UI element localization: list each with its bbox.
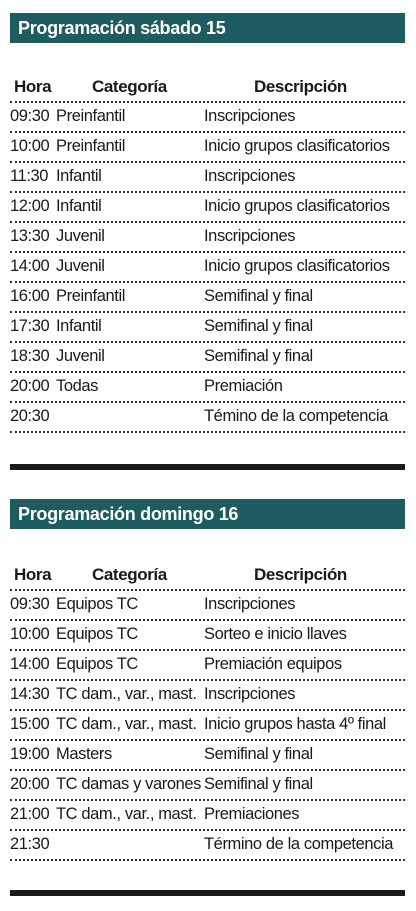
row-category: Infantil [56, 317, 102, 335]
row-category: Preinfantil [56, 137, 125, 155]
row-time: 20:30 [10, 407, 50, 425]
table-row [10, 831, 405, 861]
row-description: Semifinal y final [204, 347, 313, 365]
row-time: 18:30 [10, 347, 50, 365]
saturday-table [10, 73, 405, 433]
table-row [10, 801, 405, 831]
row-time: 14:00 [10, 257, 50, 275]
table-row [10, 651, 405, 681]
row-description: Inicio grupos hasta 4º final [204, 715, 386, 733]
row-time: 20:00 [10, 377, 50, 395]
row-category: Juvenil [56, 257, 105, 275]
row-category: Equipos TC [56, 625, 138, 643]
header-categoria: Categoría [92, 565, 167, 584]
table-row [10, 163, 405, 193]
header-descripcion: Descripción [254, 77, 347, 96]
table-row [10, 373, 405, 403]
row-category: TC dam., var., mast. [56, 685, 197, 703]
row-time: 12:00 [10, 197, 50, 215]
sunday-header-row [10, 561, 405, 591]
sunday-section [10, 499, 405, 529]
row-time: 20:00 [10, 775, 50, 793]
table-row [10, 343, 405, 373]
row-category: Juvenil [56, 347, 105, 365]
row-time: 21:30 [10, 835, 50, 853]
row-category: Todas [56, 377, 99, 395]
row-description: Inscripciones [204, 167, 296, 185]
row-category: TC dam., var., mast. [56, 805, 197, 823]
row-description: Premiaciones [204, 805, 300, 823]
row-time: 21:00 [10, 805, 50, 823]
row-description: Témino de la competencia [204, 407, 388, 425]
row-description: Semifinal y final [204, 745, 313, 763]
row-description: Inscripciones [204, 227, 296, 245]
row-description: Inscripciones [204, 595, 296, 613]
row-time: 10:00 [10, 137, 50, 155]
row-category: Preinfantil [56, 287, 125, 305]
sunday-table [10, 561, 405, 861]
row-time: 14:30 [10, 685, 50, 703]
table-row [10, 621, 405, 651]
row-time: 17:30 [10, 317, 50, 335]
table-row [10, 193, 405, 223]
row-time: 16:00 [10, 287, 50, 305]
row-time: 13:30 [10, 227, 50, 245]
row-description: Semifinal y final [204, 287, 313, 305]
table-row [10, 283, 405, 313]
saturday-bottom-rule [10, 464, 405, 470]
row-description: Inicio grupos clasificatorios [204, 257, 390, 275]
table-row [10, 741, 405, 771]
sunday-bottom-rule [10, 890, 405, 896]
saturday-header-row [10, 73, 405, 103]
row-category: TC dam., var., mast. [56, 715, 197, 733]
table-row [10, 771, 405, 801]
row-time: 11:30 [10, 167, 49, 185]
row-category: Equipos TC [56, 655, 138, 673]
table-row [10, 403, 405, 433]
header-hora: Hora [14, 77, 52, 96]
row-time: 15:00 [10, 715, 50, 733]
table-row [10, 103, 405, 133]
row-description: Premiación [204, 377, 283, 395]
row-category: Preinfantil [56, 107, 125, 125]
row-time: 14:00 [10, 655, 50, 673]
table-row [10, 223, 405, 253]
table-row [10, 591, 405, 621]
header-descripcion: Descripción [254, 565, 347, 584]
saturday-section [10, 13, 405, 43]
row-category: Infantil [56, 167, 102, 185]
row-time: 09:30 [10, 107, 50, 125]
header-hora: Hora [14, 565, 52, 584]
sunday-title: Programación domingo 16 [10, 499, 405, 529]
table-row [10, 133, 405, 163]
table-row [10, 253, 405, 283]
row-category: TC damas y varones [56, 775, 202, 793]
header-categoria: Categoría [92, 77, 167, 96]
row-category: Infantil [56, 197, 102, 215]
row-category: Equipos TC [56, 595, 138, 613]
row-description: Sorteo e inicio llaves [204, 625, 347, 643]
saturday-title: Programación sábado 15 [10, 13, 405, 43]
table-row [10, 711, 405, 741]
row-time: 19:00 [10, 745, 50, 763]
row-category: Juvenil [56, 227, 105, 245]
row-description: Semifinal y final [204, 775, 313, 793]
row-description: Inscripciones [204, 685, 296, 703]
row-description: Inicio grupos clasificatorios [204, 137, 390, 155]
row-description: Semifinal y final [204, 317, 313, 335]
row-category: Masters [56, 745, 112, 763]
row-description: Inicio grupos clasificatorios [204, 197, 390, 215]
row-description: Término de la competencia [204, 835, 394, 853]
table-row [10, 681, 405, 711]
table-row [10, 313, 405, 343]
row-time: 09:30 [10, 595, 50, 613]
row-time: 10:00 [10, 625, 50, 643]
row-description: Premiación equipos [204, 655, 342, 673]
row-description: Inscripciones [204, 107, 296, 125]
